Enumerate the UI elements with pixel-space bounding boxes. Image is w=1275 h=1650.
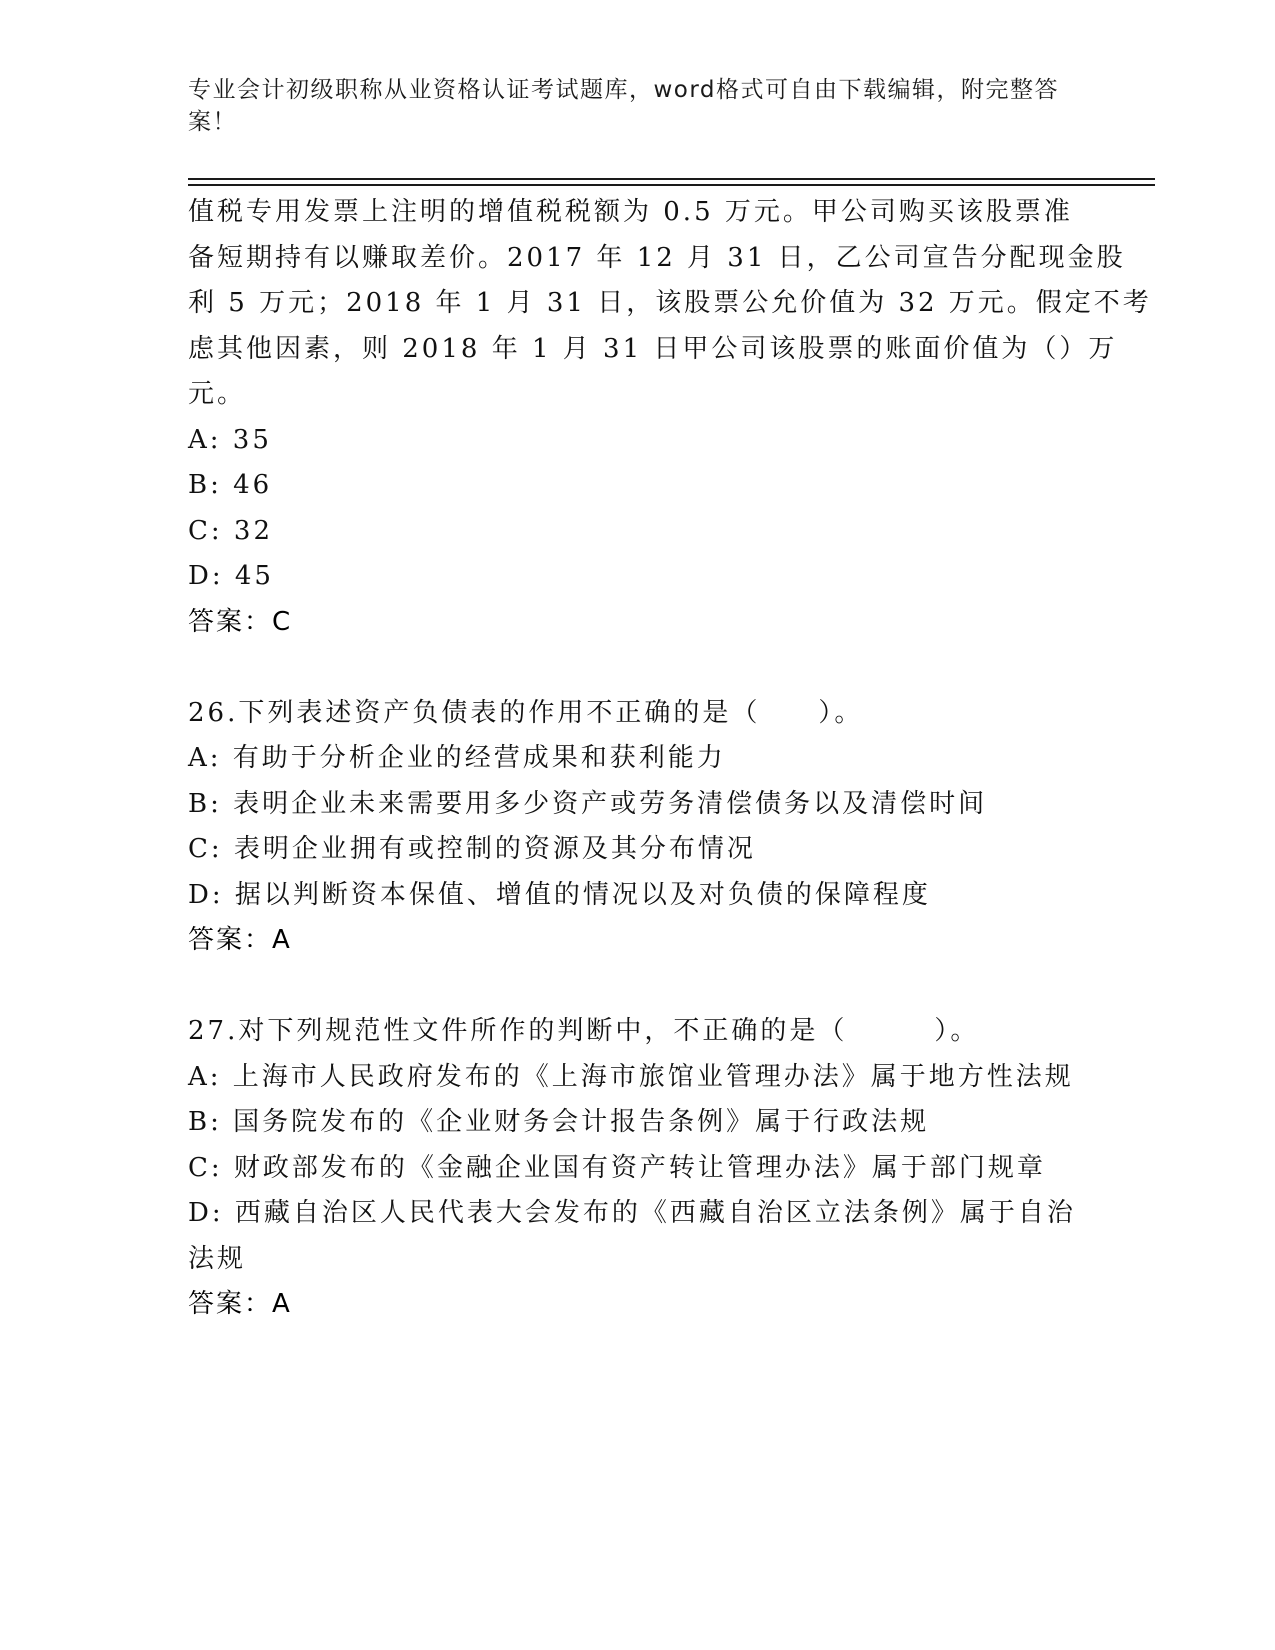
option-b: B: 46: [188, 470, 273, 500]
header-rule-top: [188, 178, 1155, 180]
question-stem-line: 备短期持有以赚取差价。2017 年 12 月 31 日，乙公司宣告分配现金股: [188, 242, 1126, 273]
option-d: D: 西藏自治区人民代表大会发布的《西藏自治区立法条例》属于自治: [188, 1198, 1076, 1228]
option-d: D: 据以判断资本保值、增值的情况以及对负债的保障程度: [188, 879, 931, 910]
question-stem-line: 值税专用发票上注明的增值税税额为 0.5 万元。甲公司购买该股票准: [188, 197, 1073, 227]
answer-line: 答案：A: [188, 1289, 292, 1319]
document-body: [188, 190, 1152, 1328]
option-a: A: 35: [188, 424, 272, 455]
question-27: [188, 1009, 1076, 1328]
option-b: B: 表明企业未来需要用多少资产或劳务清偿债务以及清偿时间: [188, 788, 988, 819]
option-d-continued: 法规: [188, 1243, 247, 1274]
option-c: C: 32: [188, 515, 274, 546]
option-a: A: 有助于分析企业的经营成果和获利能力: [188, 743, 726, 773]
question-stem: 27.对下列规范性文件所作的判断中，不正确的是（ ）。: [188, 1016, 980, 1046]
answer-line: 答案：A: [188, 925, 292, 955]
option-b: B: 国务院发布的《企业财务会计报告条例》属于行政法规: [188, 1107, 930, 1137]
spacer: [188, 645, 1068, 691]
question-26: [188, 691, 1068, 964]
option-c: C: 财政部发布的《金融企业国有资产转让管理办法》属于部门规章: [188, 1152, 1046, 1183]
spacer: [188, 964, 1068, 1010]
answer-line: 答案：C: [188, 606, 293, 637]
page-header: 专业会计初级职称从业资格认证考试题库，word格式可自由下载编辑，附完整答案！: [188, 77, 1060, 135]
question-stem: 26.下列表述资产负债表的作用不正确的是（ ）。: [188, 697, 864, 728]
question-stem-line: 元。: [188, 379, 247, 409]
option-d: D: 45: [188, 561, 274, 591]
header-rule-bottom: [188, 184, 1155, 186]
question-stem-line: 虑其他因素，则 2018 年 1 月 31 日甲公司该股票的账面价值为（）万: [188, 333, 1118, 364]
option-a: A: 上海市人民政府发布的《上海市旅馆业管理办法》属于地方性法规: [188, 1061, 1074, 1092]
question-stem-line: 利 5 万元；2018 年 1 月 31 日，该股票公允价值为 32 万元。假定不考: [188, 288, 1152, 318]
question-continued: [188, 190, 1152, 645]
option-c: C: 表明企业拥有或控制的资源及其分布情况: [188, 834, 756, 864]
